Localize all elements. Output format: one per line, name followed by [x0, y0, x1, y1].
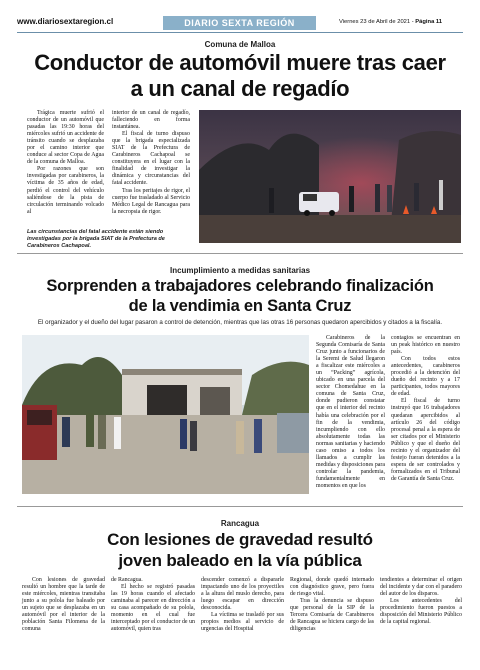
article3-column-3: descender comenzó a dispararle impactando uno de los proyectiles a la altura del muslo derecho, para luego escapar en dirección desconocida. La víctima se trasladó por sus propios medios al servicio de urgencias del Hospital [201, 577, 284, 633]
issue-date: Viernes 23 de Abril de 2021 [339, 19, 411, 25]
article3-column-2: de Rancagua. El hecho se registró pasadas las 19 horas cuando el afectado caminaba al parecer en dirección a su casa acompañado de su polola, momento en el cual fue interceptado por el conductor de un automóvil, quien tras [111, 577, 195, 633]
article1-title-line1: Conductor de automóvil muere tras caer [34, 50, 446, 75]
page-separator: - [410, 19, 416, 25]
masthead-title: DIARIO SEXTA REGIÓN [184, 18, 295, 28]
article3-title-line2: joven baleado en la vía pública [118, 551, 362, 570]
article3-column-4: Regional, donde quedó internado con diagnóstico grave, pero fuera de riesgo vital. Tras la denuncia se dispuso que personal de la SIP de la Tercera Comisaría de Carabineros de Rancagua se hiciera cargo de las diligencias [290, 577, 374, 633]
article2-title-line1: Sorprenden a trabajadores celebrando finalización [46, 277, 434, 295]
article2-column-2: contagios se encuentran en un peak histórico en nuestro país. Con todos estos antecedentes, carabineros procedió a la detención del dueño del recinto y a 17 participantes, todos mayores de edad. El fiscal de turno instruyó que 16 trabajadores quedaran apercibidos al artículo 26 del código procesal penal a la espera de ser citados por el Ministerio Público y que el dueño del recinto y el organizador del festejo fueran detenidos a la espera de ser controlados y formalizados en el Tribunal de Garantía de Santa Cruz. [391, 335, 460, 482]
section-rule-1 [17, 253, 463, 254]
article1-column-1: Trágica muerte sufrió el conductor de un automóvil que pasadas las 19:30 horas del miércoles sufrió un accidente de tránsito cuando se desplazaba por el camino interior que conduce al sector Copa de Agua de la comuna de Malloa. Por razones que son investigadas por carabineros, la víctima de 35 años de edad, perdió el control del vehículo saliéndose de la pista de circulación terminando volcado al [27, 110, 104, 215]
article2-column-1: Carabineros de la Segunda Comisaría de Santa Cruz junto a funcionarios de la Seremi de Salud llegaron a fiscalizar este miércoles a un “Packing” agrícola, ubicado en una parcela del sector Chomedahue en la comuna de Santa Cruz, donde pudieron constatar que en el interior del recinto había una celebración por el fin de la vendimia, incumpliendo con ello absolutamente todas las normas sanitarias y haciendo caso omiso a todos los llamados a cumplir las medidas y disposiciones para controlar la pandemia, fundamentalmente en momentos en que los [316, 335, 385, 489]
site-url[interactable]: www.diariosextaregion.cl [17, 17, 114, 26]
article3-title-line1: Con lesiones de gravedad resultó [107, 530, 373, 549]
article1-kicker: Comuna de Malloa [204, 40, 276, 49]
article1-photo-caption: Las circunstancias del fatal accidente están siendo investigadas por la brigada SIAT de la Prefectura de Carabineros Cachapoal. [27, 229, 165, 249]
date-line [339, 19, 442, 25]
article2-subtitle: El organizador y el dueño del lugar pasaron a control de detención, mientras que las otras 16 personas quedaron apercibidos y citados a la fiscalía. [37, 319, 443, 326]
article2-title-line2: de la vendimia en Santa Cruz [128, 297, 352, 315]
article1-title-line2: a un canal de regadío [130, 76, 350, 101]
accident-photo [199, 110, 461, 243]
article3-kicker: Rancagua [220, 519, 260, 528]
article3-column-5: tendientes a determinar el origen del incidente y dar con el paradero del autor de los disparos. Los antecedentes del procedimiento fueron puestos a disposición del Ministerio Público de la capital regional. [380, 577, 462, 626]
article3-column-1: Con lesiones de gravedad resultó un hombre que la tarde de este miércoles, mientras transitaba junto a su polola fue baleado por un sujeto que se desplazaba en un automóvil por el interior de la población Santa Filomena de la comuna [22, 577, 105, 633]
header-rule [17, 32, 463, 33]
page-number: Página 11 [415, 19, 443, 25]
vineyard-photo [22, 335, 309, 494]
article1-column-2: interior de un canal de regadío, falleciendo en forma instantánea. El fiscal de turno dispuso que la brigada especializada SIAT de la Prefectura de Carabineros Cachapoal se constituyera en el lugar con la finalidad de investigar la dinámica y circunstancias del fatal accidente. Tras los peritajes de rigor, el cuerpo fue trasladado al Servicio Médico Legal de Rancagua para la necropsia de rigor. [112, 110, 190, 215]
article2-kicker: Incumplimiento a medidas sanitarias [169, 266, 311, 275]
section-rule-2 [17, 506, 463, 507]
